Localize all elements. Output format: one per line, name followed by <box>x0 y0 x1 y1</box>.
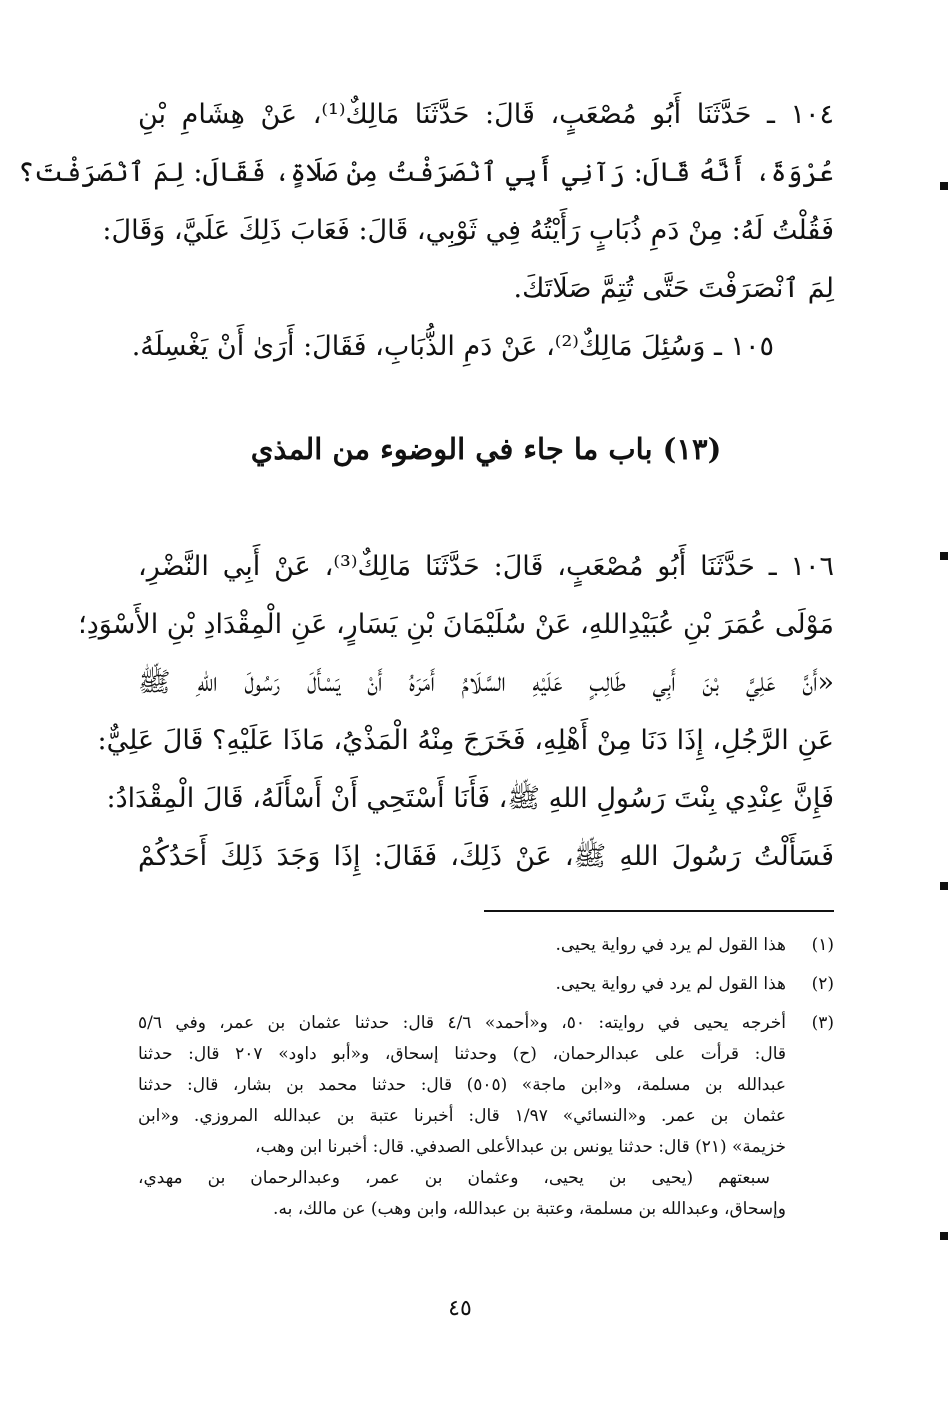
footnote-line: هذا القول لم يرد في رواية يحيى. <box>555 974 786 994</box>
hadith-106-paragraph <box>78 538 834 886</box>
footnote-line: عبدالله بن مسلمة، و«ابن ماجة» (٥٠٥) قال: حدثنا محمد بن بشار، قال: حدثنا <box>138 1075 787 1095</box>
chapter-heading: (١٣) باب ما جاء في الوضوء من المذي <box>250 432 722 466</box>
footnote-2 <box>138 969 834 1000</box>
footnotes <box>138 930 834 1225</box>
text-line: لِمَ ٱنْصَرَفْتَ حَتَّى تُتِمَّ صَلَاتَكَ. <box>513 273 834 304</box>
footnote-number: (٢) <box>811 974 834 994</box>
footnote-1 <box>138 930 834 961</box>
text-line: عُرْوَةَ، أَنَّهُ قَالَ: رَآنِي أَبِي ٱنْصَرَفْتُ مِنْ صَلَاةٍ، فَقَالَ: لِمَ ٱنْصَرَفْتَ؟ <box>18 157 834 188</box>
text-line: فَسَأَلْتُ رَسُولَ اللهِ ﷺ، عَنْ ذَلِكَ، فَقَالَ: إِذَا وَجَدَ ذَلِكَ أَحَدُكُمْ <box>138 841 834 872</box>
scan-mark <box>940 552 948 560</box>
footnote-line: هذا القول لم يرد في رواية يحيى. <box>555 935 786 955</box>
text-line: ١٠٦ ـ حَدَّثَنَا أَبُو مُصْعَبٍ، قَالَ: حَدَّثَنَا مَالِكٌ⁽³⁾، عَنْ أَبِي النَّضْرِ، <box>138 551 834 582</box>
text-line: «أَنَّ عَلِيَّ بْنَ أَبِي طَالِبٍ عَلَيْهِ السَّلَامُ أَمَرَهُ أَنْ يَسْأَلَ رَسُولَ اللهِ ﷺ <box>138 667 834 698</box>
text-line: ١٠٥ ـ وَسُئِلَ مَالِكٌ⁽²⁾، عَنْ دَمِ الذُّبَابِ، فَقَالَ: أَرَىٰ أَنْ يَغْسِلَهُ. <box>131 331 774 362</box>
scan-mark <box>940 882 948 890</box>
hadith-105-paragraph <box>131 318 834 376</box>
footnote-separator <box>484 910 834 912</box>
text-line: فَإِنَّ عِنْدِي بِنْتَ رَسُولِ اللهِ ﷺ، فَأَنَا أَسْتَحِي أَنْ أَسْأَلَهُ، قَالَ الْمِقْدَادُ: <box>106 783 834 814</box>
text-line: عَنِ الرَّجُلِ، إِذَا دَنَا مِنْ أَهْلِهِ، فَخَرَجَ مِنْهُ الْمَذْيُ، مَاذَا عَلَيْهِ؟ قَالَ عَلِيٌّ: <box>97 725 834 756</box>
hadith-104-paragraph <box>18 86 835 318</box>
footnote-line: أخرجه يحيى في روايته: ٥٠، و«أحمد» ٤/٦ قال: حدثنا عثمان بن عمر، وفي ٥/٦ <box>138 1013 787 1033</box>
scan-mark <box>940 182 948 190</box>
footnote-line: وإسحاق، وعبدالله بن مسلمة، وعتبة بن عبدالله، وابن وهب) عن مالك، به. <box>273 1199 786 1219</box>
text-line: ١٠٤ ـ حَدَّثَنَا أَبُو مُصْعَبٍ، قَالَ: حَدَّثَنَا مَالِكٌ⁽¹⁾، عَنْ هِشَامِ بْنِ <box>138 99 835 130</box>
scan-mark <box>940 1232 948 1240</box>
footnote-number: (١) <box>811 935 834 955</box>
text-line: مَوْلَى عُمَرَ بْنِ عُبَيْدِاللهِ، عَنْ سُلَيْمَانَ بْنِ يَسَارٍ، عَنِ الْمِقْدَادِ بْنِ الأَسْوَدِ؛ <box>78 609 834 640</box>
footnote-line: قال: قرأت على عبدالرحمان، (ح) وحدثنا إسحاق، و«أبو داود» ٢٠٧ قال: حدثنا <box>138 1044 787 1064</box>
footnote-line: سبعتهم (يحيى بن يحيى، وعثمان بن عمر، وعبدالرحمان بن مهدي، <box>138 1168 770 1188</box>
footnote-3 <box>138 1008 834 1225</box>
text-line: فَقُلْتُ لَهُ: مِنْ دَمِ ذُبَابٍ رَأَيْتُهُ فِي ثَوْبِي، قَالَ: فَعَابَ ذَلِكَ عَلَيَّ، وَقَالَ: <box>102 215 834 246</box>
footnote-line: عثمان بن عمر. و«النسائي» ١/٩٧ قال: أخبرنا عتبة بن عبدالله المروزي. و«ابن <box>138 1106 786 1126</box>
page-number: ٤٥ <box>448 1296 472 1321</box>
footnote-line: خزيمة» (٢١) قال: حدثنا يونس بن عبدالأعلى الصدفي. قال: أخبرنا ابن وهب، <box>255 1137 786 1157</box>
footnote-number: (٣) <box>811 1013 834 1033</box>
